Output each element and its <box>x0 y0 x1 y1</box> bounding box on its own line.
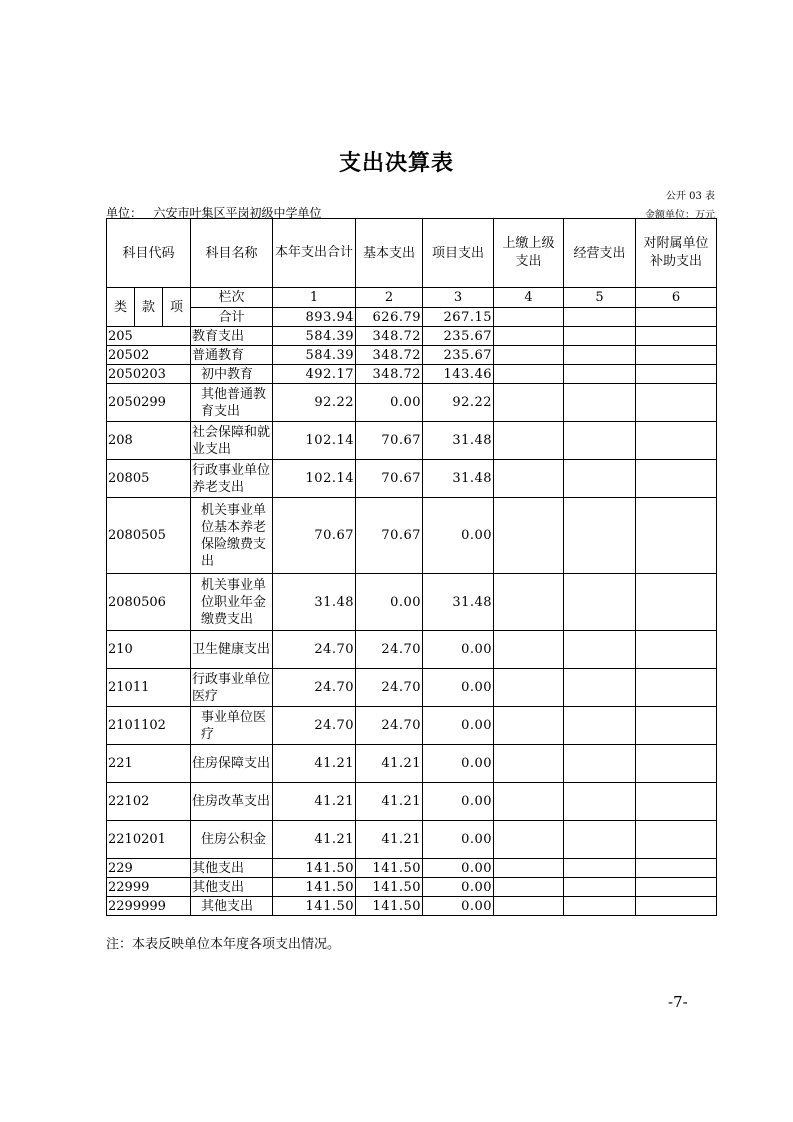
row-total: 492.17 <box>273 365 356 384</box>
row-code: 2050203 <box>107 365 191 384</box>
row-total: 41.21 <box>273 821 356 859</box>
row-basic: 70.67 <box>356 422 423 460</box>
row-project: 0.00 <box>423 669 494 707</box>
page-number: -7- <box>668 993 688 1011</box>
row-name: 教育支出 <box>191 327 273 346</box>
row-basic: 41.21 <box>356 745 423 783</box>
row-name: 其他支出 <box>191 859 273 878</box>
table-number: 公开 03 表 <box>665 191 715 202</box>
row-subsidy <box>636 574 717 631</box>
row-total: 24.70 <box>273 707 356 745</box>
header-name: 科目名称 <box>191 219 273 288</box>
row-project: 0.00 <box>423 783 494 821</box>
row-business <box>564 745 636 783</box>
table-row <box>107 878 717 897</box>
row-project: 0.00 <box>423 745 494 783</box>
row-subsidy <box>636 859 717 878</box>
row-code: 22999 <box>107 878 191 897</box>
row-code: 2080506 <box>107 574 191 631</box>
table-row <box>107 669 717 707</box>
table-row <box>107 574 717 631</box>
row-basic: 141.50 <box>356 859 423 878</box>
table-row <box>107 498 717 574</box>
row-total: 92.22 <box>273 384 356 422</box>
row-name: 住房保障支出 <box>191 745 273 783</box>
row-code: 221 <box>107 745 191 783</box>
row-upper <box>494 859 564 878</box>
table-row <box>107 460 717 498</box>
row-name: 其他支出 <box>191 878 273 897</box>
table-row <box>107 384 717 422</box>
row-basic: 24.70 <box>356 631 423 669</box>
row-upper <box>494 897 564 916</box>
row-project: 0.00 <box>423 878 494 897</box>
row-code: 229 <box>107 859 191 878</box>
row-subsidy <box>636 669 717 707</box>
total-amount: 893.94 <box>273 308 356 327</box>
row-upper <box>494 422 564 460</box>
row-subsidy <box>636 783 717 821</box>
table-row <box>107 859 717 878</box>
row-business <box>564 669 636 707</box>
row-business <box>564 859 636 878</box>
row-subsidy <box>636 365 717 384</box>
row-upper <box>494 745 564 783</box>
table-row <box>107 745 717 783</box>
row-name: 住房公积金 <box>191 821 273 859</box>
amount-unit: 金额单位：万元 <box>645 210 715 221</box>
row-project: 143.46 <box>423 365 494 384</box>
row-project: 92.22 <box>423 384 494 422</box>
row-upper <box>494 631 564 669</box>
total-upper <box>494 308 564 327</box>
row-subsidy <box>636 327 717 346</box>
total-label: 合计 <box>191 308 273 327</box>
row-business <box>564 346 636 365</box>
row-total: 584.39 <box>273 346 356 365</box>
row-project: 0.00 <box>423 859 494 878</box>
header-total: 本年支出合计 <box>273 219 356 288</box>
total-row <box>107 308 717 327</box>
header-basic: 基本支出 <box>356 219 423 288</box>
table-row <box>107 346 717 365</box>
header-kuan: 款 <box>135 288 163 327</box>
row-code: 2101102 <box>107 707 191 745</box>
row-basic: 41.21 <box>356 783 423 821</box>
row-code: 2080505 <box>107 498 191 574</box>
table-row <box>107 783 717 821</box>
header-project: 项目支出 <box>423 219 494 288</box>
row-project: 0.00 <box>423 707 494 745</box>
row-project: 235.67 <box>423 327 494 346</box>
row-name: 初中教育 <box>191 365 273 384</box>
row-total: 41.21 <box>273 783 356 821</box>
header-row <box>107 219 717 288</box>
header-business: 经营支出 <box>564 219 636 288</box>
total-basic: 626.79 <box>356 308 423 327</box>
row-business <box>564 821 636 859</box>
row-name: 机关事业单位基本养老保险缴费支出 <box>191 498 273 574</box>
header-code: 科目代码 <box>107 219 191 288</box>
row-subsidy <box>636 422 717 460</box>
table-row <box>107 631 717 669</box>
header-lei: 类 <box>107 288 135 327</box>
row-business <box>564 783 636 821</box>
row-project: 0.00 <box>423 821 494 859</box>
row-business <box>564 384 636 422</box>
row-code: 2299999 <box>107 897 191 916</box>
row-code: 205 <box>107 327 191 346</box>
row-subsidy <box>636 821 717 859</box>
row-basic: 0.00 <box>356 384 423 422</box>
row-basic: 141.50 <box>356 897 423 916</box>
row-subsidy <box>636 346 717 365</box>
table-row <box>107 327 717 346</box>
header-xiang: 项 <box>163 288 191 327</box>
table-note: 注：本表反映单位本年度各项支出情况。 <box>106 937 341 952</box>
row-project: 31.48 <box>423 574 494 631</box>
row-name: 社会保障和就业支出 <box>191 422 273 460</box>
row-business <box>564 460 636 498</box>
row-business <box>564 574 636 631</box>
header-upper: 上缴上级支出 <box>494 219 564 288</box>
row-code: 2210201 <box>107 821 191 859</box>
row-basic: 24.70 <box>356 669 423 707</box>
col-index-3: 3 <box>423 288 494 308</box>
row-business <box>564 897 636 916</box>
unit-label: 单位： <box>106 206 143 220</box>
row-project: 0.00 <box>423 897 494 916</box>
total-business <box>564 308 636 327</box>
row-upper <box>494 783 564 821</box>
row-code: 208 <box>107 422 191 460</box>
unit-name: 六安市叶集区平岗初级中学单位 <box>153 206 322 220</box>
row-subsidy <box>636 631 717 669</box>
table-row <box>107 821 717 859</box>
row-basic: 70.67 <box>356 460 423 498</box>
row-basic: 141.50 <box>356 878 423 897</box>
table-row <box>107 707 717 745</box>
row-total: 141.50 <box>273 859 356 878</box>
row-total: 584.39 <box>273 327 356 346</box>
row-name: 行政事业单位养老支出 <box>191 460 273 498</box>
row-upper <box>494 707 564 745</box>
row-code: 20805 <box>107 460 191 498</box>
row-business <box>564 878 636 897</box>
row-basic: 348.72 <box>356 346 423 365</box>
row-upper <box>494 669 564 707</box>
row-project: 31.48 <box>423 460 494 498</box>
row-basic: 41.21 <box>356 821 423 859</box>
row-basic: 24.70 <box>356 707 423 745</box>
row-project: 31.48 <box>423 422 494 460</box>
expenditure-table <box>106 218 717 916</box>
row-total: 102.14 <box>273 460 356 498</box>
row-code: 2050299 <box>107 384 191 422</box>
row-project: 0.00 <box>423 631 494 669</box>
col-index-6: 6 <box>636 288 717 308</box>
row-subsidy <box>636 498 717 574</box>
col-index-2: 2 <box>356 288 423 308</box>
row-subsidy <box>636 897 717 916</box>
row-project: 0.00 <box>423 498 494 574</box>
total-subsidy <box>636 308 717 327</box>
row-name: 机关事业单位职业年金缴费支出 <box>191 574 273 631</box>
row-total: 24.70 <box>273 631 356 669</box>
row-name: 住房改革支出 <box>191 783 273 821</box>
row-code: 210 <box>107 631 191 669</box>
row-total: 141.50 <box>273 878 356 897</box>
row-name: 卫生健康支出 <box>191 631 273 669</box>
row-total: 141.50 <box>273 897 356 916</box>
col-index-5: 5 <box>564 288 636 308</box>
row-upper <box>494 384 564 422</box>
header-lanci: 栏次 <box>191 288 273 308</box>
total-project: 267.15 <box>423 308 494 327</box>
row-basic: 70.67 <box>356 498 423 574</box>
row-business <box>564 365 636 384</box>
row-basic: 0.00 <box>356 574 423 631</box>
row-total: 31.48 <box>273 574 356 631</box>
row-upper <box>494 821 564 859</box>
row-upper <box>494 574 564 631</box>
row-upper <box>494 460 564 498</box>
row-upper <box>494 365 564 384</box>
row-upper <box>494 498 564 574</box>
row-code: 21011 <box>107 669 191 707</box>
page-title: 支出决算表 <box>338 151 454 176</box>
row-subsidy <box>636 460 717 498</box>
row-name: 普通教育 <box>191 346 273 365</box>
row-total: 102.14 <box>273 422 356 460</box>
row-name: 事业单位医疗 <box>191 707 273 745</box>
row-total: 41.21 <box>273 745 356 783</box>
row-name: 行政事业单位医疗 <box>191 669 273 707</box>
row-basic: 348.72 <box>356 365 423 384</box>
row-total: 70.67 <box>273 498 356 574</box>
row-code: 22102 <box>107 783 191 821</box>
row-upper <box>494 878 564 897</box>
row-business <box>564 707 636 745</box>
row-name: 其他普通教育支出 <box>191 384 273 422</box>
row-business <box>564 498 636 574</box>
row-code: 20502 <box>107 346 191 365</box>
row-subsidy <box>636 745 717 783</box>
row-business <box>564 422 636 460</box>
row-business <box>564 631 636 669</box>
table-row <box>107 422 717 460</box>
table-row <box>107 897 717 916</box>
row-name: 其他支出 <box>191 897 273 916</box>
row-total: 24.70 <box>273 669 356 707</box>
header-subsidy: 对附属单位补助支出 <box>636 219 717 288</box>
row-basic: 348.72 <box>356 327 423 346</box>
column-index-row <box>107 288 717 308</box>
row-business <box>564 327 636 346</box>
row-subsidy <box>636 707 717 745</box>
col-index-1: 1 <box>273 288 356 308</box>
row-upper <box>494 346 564 365</box>
row-project: 235.67 <box>423 346 494 365</box>
row-upper <box>494 327 564 346</box>
table-row <box>107 365 717 384</box>
row-subsidy <box>636 384 717 422</box>
col-index-4: 4 <box>494 288 564 308</box>
row-subsidy <box>636 878 717 897</box>
